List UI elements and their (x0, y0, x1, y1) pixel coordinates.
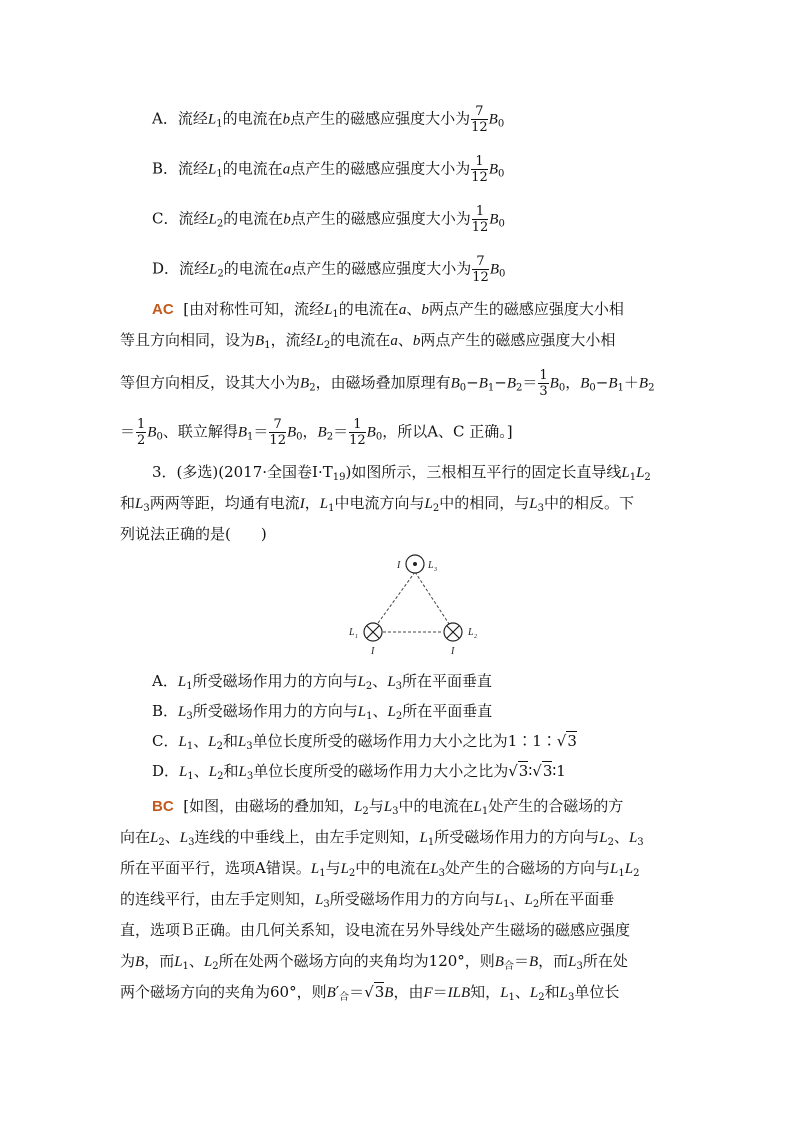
option-b: B．流经$L_1$的电流在a点产生的磁感应强度大小为 $\frac{1}{12}$ $B_0$ (152, 154, 505, 185)
answer2-line1: BC [如图，由磁场的叠加知，$L_2$与$L_3$中的电流在$L_1$处产生的合磁场的方 (152, 797, 624, 817)
answer2-line6: 为B，而$L_1$、$L_2$所在处两个磁场方向的夹角均为120°，则$B_合=B$，而$L_3$所在处 (120, 952, 628, 972)
label-l1: L (349, 627, 355, 638)
answer1-line1: AC [由对称性可知，流经$L_1$的电流在a、b两点产生的磁感应强度大小相 (152, 300, 624, 320)
label-l1-current: I (371, 646, 375, 657)
answer2-line5: 直，选项Ｂ正确。由几何关系知，设电流在另外导线处产生磁场的磁感应强度 (120, 921, 631, 939)
dashed-edge-right (415, 572, 453, 630)
answer2-line7: 两个磁场方向的夹角为60°，则$B'_合=√3B$，由F＝ILB知，$L_1$、$L_2$和$L_3$单位长 (120, 983, 620, 1003)
fraction: $\frac{7}{12}$ (471, 104, 488, 135)
label-l2-current: I (451, 646, 455, 657)
fraction: $\frac{1}{3}$ (539, 368, 548, 399)
answer1-line3: 等但方向相反，设其大小为$B_2$，由磁场叠加原理有$B_0-B_1-B_2=$ $\frac{1}{3}$ $B_0$，$B_0-B_1+B_2$ (120, 368, 655, 399)
label-l2: L (468, 627, 474, 638)
dashed-edge-left (373, 572, 415, 630)
option-a: A．流经$L_1$的电流在b点产生的磁感应强度大小为 $\frac{7}{12}$ $B_0$ (152, 104, 505, 135)
fraction: $\frac{1}{12}$ (471, 154, 488, 185)
label-l2-sub: 2 (474, 634, 477, 640)
wire-triangle-figure (340, 550, 490, 665)
answer-label: BC (152, 798, 174, 815)
option-c: C．流经$L_2$的电流在b点产生的磁感应强度大小为 $\frac{1}{12}$ $B_0$ (152, 204, 505, 235)
question3-line2: 和$L_3$两两等距，均通有电流I，$L_1$中电流方向与$L_2$中的相同，与$L_3$中的相反。下 (120, 494, 634, 514)
wire-l2-into-page-icon (444, 623, 462, 641)
label-top-current: I (397, 560, 401, 571)
fraction: $\frac{1}{12}$ (471, 204, 489, 235)
q3-option-b: B．$L_3$所受磁场作用力的方向与$L_1$、$L_2$所在平面垂直 (152, 702, 493, 722)
question3-line3: 列说法正确的是( ) (120, 525, 267, 543)
question3-line1: 3．(多选)(2017·全国卷$Ⅰ\cdot T_{19}$)如图所示，三根相互平行的固定长直导线$L_1L_2$ (152, 463, 651, 483)
fraction: $\frac{7}{12}$ (269, 417, 286, 448)
label-l1-sub: 1 (355, 634, 358, 640)
label-l3: L (428, 560, 434, 571)
label-l3-sub: 3 (434, 567, 437, 573)
q3-option-a: A．$L_1$所受磁场作用力的方向与$L_2$、$L_3$所在平面垂直 (152, 672, 493, 692)
answer2-line3: 所在平面平行，选项A错误。$L_1$与$L_2$中的电流在$L_3$处产生的合磁场的方向与$L_1L_2$ (120, 859, 640, 879)
fraction: $\frac{1}{12}$ (349, 417, 366, 448)
wire-l1-into-page-icon (364, 623, 382, 641)
answer1-line4: ＝ $\frac{1}{2}$ $B_0$、联立解得$B_1=$ $\frac{7}{12}$ $B_0$，$B_2=$ $\frac{1}{12}$ $B_0$，所以A、C 正确。] (120, 417, 513, 448)
q3-option-d: D．$L_1$、$L_2$和$L_3$单位长度所受的磁场作用力大小之比为√3∶√3∶1 (152, 762, 566, 782)
answer1-line2: 等且方向相同，设为$B_1$，流经$L_2$的电流在a、b两点产生的磁感应强度大小相 (120, 331, 616, 351)
q3-option-c: C．$L_1$、$L_2$和$L_3$单位长度所受的磁场作用力大小之比为1∶1∶√3 (152, 732, 577, 752)
fraction: $\frac{1}{2}$ (137, 417, 146, 448)
wire-l3-out-of-page-icon (406, 555, 424, 573)
fraction: $\frac{7}{12}$ (472, 254, 489, 285)
answer2-line4: 的连线平行，由左手定则知，$L_3$所受磁场作用力的方向与$L_1$、$L_2$所在平面垂 (120, 890, 615, 910)
option-d: D．流经$L_2$的电流在a点产生的磁感应强度大小为 $\frac{7}{12}$ $B_0$ (152, 254, 506, 285)
answer-label: AC (152, 301, 174, 318)
answer2-line2: 向在$L_2$、$L_3$连线的中垂线上，由左手定则知，$L_1$所受磁场作用力的方向与$L_2$、$L_3$ (120, 828, 644, 848)
